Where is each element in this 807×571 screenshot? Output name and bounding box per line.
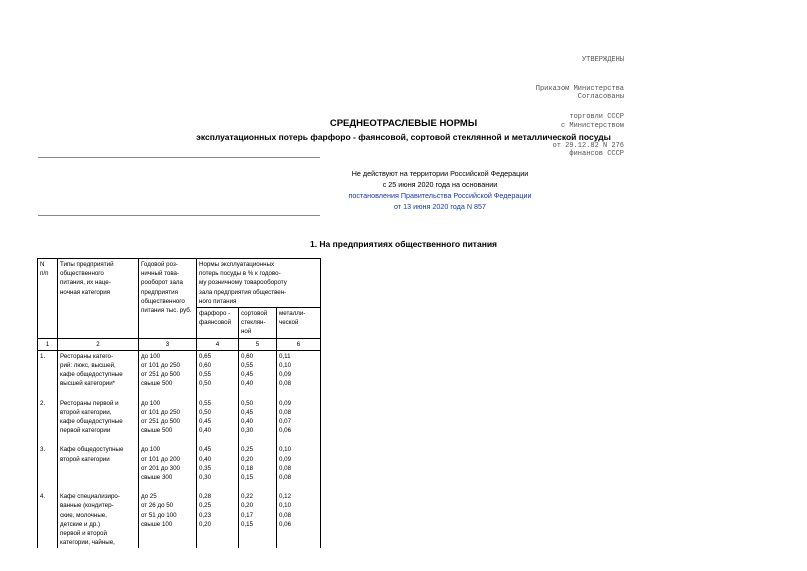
cell-line: 0,60 <box>241 352 254 360</box>
cell-line: 0,08 <box>279 380 292 388</box>
cell-line: 0,30 <box>241 427 254 435</box>
cell-line: 0,45 <box>241 371 254 379</box>
row-type <box>58 350 139 389</box>
cell-line: от 101 до 250 <box>141 362 180 370</box>
cell-line: 4. <box>40 493 46 501</box>
cell-line: 0,50 <box>241 399 254 407</box>
table-row <box>38 444 321 483</box>
norms-table <box>37 258 321 548</box>
row-number <box>38 398 58 437</box>
cell-line: 0,06 <box>279 520 292 528</box>
column-number: 3 <box>139 338 197 350</box>
row-turnover <box>139 444 197 483</box>
cell-line: от 251 до 500 <box>141 418 180 426</box>
cell-line: до 25 <box>141 493 157 501</box>
cell-line: 0,15 <box>241 474 254 482</box>
cell-line: 0,30 <box>199 474 212 482</box>
row-porcelain <box>197 398 239 437</box>
divider <box>38 215 320 216</box>
cell-line: 0,09 <box>279 455 292 463</box>
cell-line: 3. <box>40 446 46 454</box>
cell-line: 0,09 <box>279 399 292 407</box>
table-row <box>38 491 321 548</box>
cell-line: свыше 100 <box>141 520 173 528</box>
cell-line: свыше 500 <box>141 380 173 388</box>
cell-line: 0,17 <box>241 511 254 519</box>
cell-line: Рестораны первой и <box>60 399 119 407</box>
cell-line: 0,40 <box>199 455 212 463</box>
header-turnover: Годовой роз- ничный това- рооборот зала предприятия общественного питания тыс. руб. <box>139 259 197 339</box>
cell-line: 0,28 <box>199 493 212 501</box>
cell-line: 0,40 <box>241 418 254 426</box>
row-type <box>58 444 139 483</box>
cell-line: 0,08 <box>279 408 292 416</box>
row-turnover <box>139 491 197 548</box>
row-type <box>58 491 139 548</box>
cell-line: 0,12 <box>279 493 292 501</box>
row-spacer <box>38 483 321 491</box>
cell-line: до 100 <box>141 399 161 407</box>
approval-line: УТВЕРЖДЕНЫ <box>581 56 624 64</box>
cell-line: второй категории <box>60 455 110 463</box>
column-number: 4 <box>197 338 239 350</box>
notice-line: с 25 июня 2020 года на основании <box>382 180 498 189</box>
cell-line: 0,25 <box>241 446 254 454</box>
cell-line: до 100 <box>141 446 161 454</box>
cell-line: 1. <box>40 352 46 360</box>
cell-line: кафе общедоступные <box>60 418 123 426</box>
cell-line: детские и др.) <box>60 520 101 528</box>
row-porcelain <box>197 350 239 389</box>
column-number: 1 <box>38 338 58 350</box>
cell-line: 0,08 <box>279 464 292 472</box>
section-title: 1. На предприятиях общественного питания <box>309 239 498 249</box>
cell-line: 0,45 <box>199 446 212 454</box>
status-notice <box>240 168 640 212</box>
cell-line: Кафе специализиро- <box>60 493 120 501</box>
cell-line: 0,10 <box>279 502 292 510</box>
cell-line: 0,55 <box>199 399 212 407</box>
cell-line: ские, молочные, <box>60 511 107 519</box>
approval-line: Приказом Министерства <box>535 84 624 93</box>
cell-line: от 101 до 200 <box>141 455 180 463</box>
row-porcelain <box>197 491 239 548</box>
divider <box>38 157 320 158</box>
approval-line: от 29.12.82 N 276 <box>552 141 624 150</box>
cell-line: 0,40 <box>241 380 254 388</box>
document-title: СРЕДНЕОТРАСЛЕВЫЕ НОРМЫ <box>329 118 478 129</box>
cell-line: до 100 <box>141 352 161 360</box>
agreed-line: финансов СССР <box>569 150 624 158</box>
cell-line: 0,25 <box>199 502 212 510</box>
cell-line: Кафе общедоступные <box>60 446 124 454</box>
cell-line: второй категории, <box>60 408 112 416</box>
cell-line: 0,60 <box>199 362 212 370</box>
column-number: 2 <box>58 338 139 350</box>
cell-line: 0,10 <box>279 362 292 370</box>
cell-line: 0,11 <box>279 352 291 360</box>
cell-line: 0,20 <box>199 520 212 528</box>
cell-line: 0,18 <box>241 464 254 472</box>
row-porcelain <box>197 444 239 483</box>
header-porcelain: фарфоро - фаянсовой <box>197 308 239 339</box>
cell-line: 0,50 <box>199 408 212 416</box>
row-spacer <box>38 436 321 444</box>
notice-line: Не действуют на территории Российской Федерации <box>351 169 529 178</box>
cell-line: категории, чайные, <box>60 539 115 547</box>
cell-line: 0,10 <box>279 446 292 454</box>
cell-line: 0,07 <box>279 418 292 426</box>
row-metal <box>277 491 321 548</box>
document-subtitle: эксплуатационных потерь фарфоро - фаянсовой, сортовой стеклянной и металлической посуды <box>196 132 611 142</box>
cell-line: 0,09 <box>279 371 292 379</box>
row-turnover <box>139 350 197 389</box>
cell-line: свыше 300 <box>141 474 173 482</box>
cell-line: ванные (кондитер- <box>60 502 114 510</box>
cell-line: от 251 до 500 <box>141 371 180 379</box>
row-spacer <box>38 390 321 398</box>
cell-line: 0,65 <box>199 352 212 360</box>
cell-line: 0,20 <box>241 455 254 463</box>
header-glass: сортовой стеклян- ной <box>239 308 277 339</box>
cell-line: от 201 до 300 <box>141 464 180 472</box>
cell-line: 0,55 <box>199 371 212 379</box>
row-glass <box>239 350 277 389</box>
cell-line: 0,20 <box>241 502 254 510</box>
cell-line: свыше 500 <box>141 427 173 435</box>
column-number: 5 <box>239 338 277 350</box>
row-metal <box>277 350 321 389</box>
row-number <box>38 350 58 389</box>
cell-line: 0,45 <box>241 408 254 416</box>
row-type <box>58 398 139 437</box>
cell-line: 0,22 <box>241 493 254 501</box>
cell-line: 2. <box>40 399 46 407</box>
cell-line: 0,08 <box>279 511 292 519</box>
cell-line: рий: люкс, высшей, <box>60 362 116 370</box>
cell-line: 0,15 <box>241 520 254 528</box>
cell-line: 0,45 <box>199 418 212 426</box>
cell-line: от 51 до 100 <box>141 511 177 519</box>
decree-link[interactable]: постановления Правительства Российской Федерации <box>348 191 532 200</box>
cell-line: от 26 до 50 <box>141 502 174 510</box>
row-metal <box>277 444 321 483</box>
row-number <box>38 444 58 483</box>
column-number: 6 <box>277 338 321 350</box>
cell-line: 0,23 <box>199 511 212 519</box>
cell-line: 0,50 <box>199 380 212 388</box>
row-metal <box>277 398 321 437</box>
decree-date-link[interactable]: от 13 июня 2020 года N 857 <box>393 202 487 211</box>
header-number: N п/п <box>38 259 58 339</box>
column-numbers-row <box>38 338 321 350</box>
cell-line: кафе общедоступные <box>60 371 123 379</box>
row-glass <box>239 398 277 437</box>
cell-line: 0,35 <box>199 464 212 472</box>
row-glass <box>239 491 277 548</box>
cell-line: от 101 до 250 <box>141 408 180 416</box>
cell-line: 0,08 <box>279 474 292 482</box>
table-row <box>38 350 321 389</box>
row-number <box>38 491 58 548</box>
agreed-line: Согласованы <box>577 93 624 101</box>
row-glass <box>239 444 277 483</box>
header-metal: металли- ческой <box>277 308 321 339</box>
cell-line: 0,55 <box>241 362 254 370</box>
cell-line: высшей категории* <box>60 380 116 388</box>
table-row <box>38 398 321 437</box>
cell-line: Рестораны катего- <box>60 352 114 360</box>
row-turnover <box>139 398 197 437</box>
cell-line: первой и второй <box>60 530 107 538</box>
header-norms-group: Нормы эксплуатационных потерь посуды в % к годово- му розничному товарообороту зала предприятия обществен- ного питания <box>197 259 321 308</box>
cell-line: первой категории <box>60 427 111 435</box>
cell-line: 0,40 <box>199 427 212 435</box>
agreed-line: с Министерством <box>560 121 624 130</box>
approval-line: торговли СССР <box>569 113 624 121</box>
header-type: Типы предприятий общественного питания, их наце- ночная категория <box>58 259 139 339</box>
cell-line: 0,06 <box>279 427 292 435</box>
